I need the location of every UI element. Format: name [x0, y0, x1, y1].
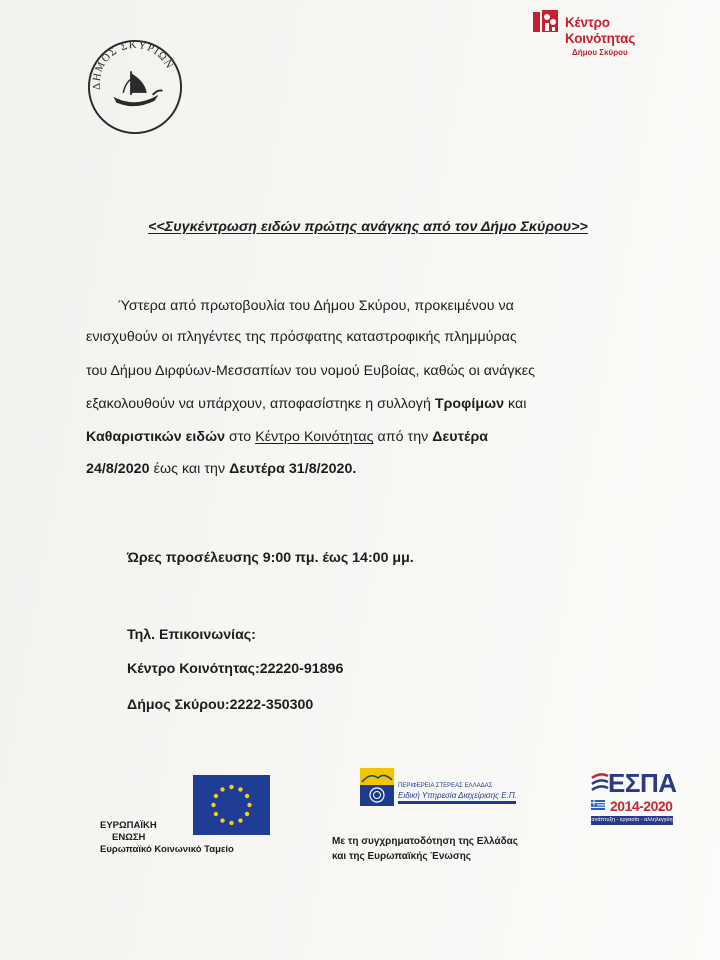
start-day-emphasis: Δευτέρα — [432, 429, 489, 445]
contact-heading: Τηλ. Επικοινωνίας: — [127, 627, 256, 643]
paragraph-text: εξακολουθούν να υπάρχουν, αποφασίστηκε η συλλογή — [86, 396, 435, 412]
region-name: ΠΕΡΙΦΕΡΕΙΑ ΣΤΕΡΕΑΣ ΕΛΛΑΔΑΣ — [398, 783, 493, 789]
eu-star — [220, 787, 224, 791]
paragraph-line-6 — [86, 461, 356, 477]
eu-star — [247, 803, 251, 807]
eu-star — [229, 821, 233, 825]
community-logo-line1: Κέντρο — [565, 15, 610, 30]
document-title: <<Συγκέντρωση ειδών πρώτης ανάγκης από τον Δήμο Σκύρου>> — [148, 219, 588, 235]
paragraph-line-1: Ύστερα από πρωτοβουλία του Δήμου Σκύρου, προκειμένου να — [118, 298, 514, 314]
contact-community-center: Κέντρο Κοινότητας:22220-91896 — [127, 661, 344, 677]
seal-text: ΔΗΜΟΣ ΣΚΥΡΙΩΝ — [90, 38, 176, 91]
region-emblem-icon — [360, 768, 394, 806]
eu-star — [245, 794, 249, 798]
eu-label-line1: ΕΥΡΩΠΑΪΚΗ — [100, 820, 157, 831]
community-center-logo — [533, 6, 658, 56]
region-agency: Ειδική Υπηρεσία Διαχείρισης Ε.Π. — [398, 791, 517, 800]
food-emphasis: Τροφίμων — [434, 396, 505, 412]
eu-label-line2: ΕΝΩΣΗ — [112, 832, 146, 843]
paragraph-text: από την — [373, 429, 433, 445]
community-logo-line3: Δήμου Σκύρου — [572, 48, 628, 57]
paragraph-text: και — [504, 396, 527, 412]
espa-logo — [588, 768, 678, 828]
eu-label-line3: Ευρωπαϊκό Κοινωνικό Ταμείο — [100, 844, 234, 855]
espa-word: ΕΣΠΑ — [608, 768, 677, 798]
community-logo-line2: Κοινότητας — [565, 31, 636, 46]
eu-star — [229, 785, 233, 789]
cofunding-line2: και της Ευρωπαϊκής Ένωσης — [332, 851, 471, 862]
paragraph-line-5 — [86, 429, 488, 445]
paragraph-text: έως και την — [149, 461, 230, 477]
espa-swoosh-icon — [591, 772, 609, 794]
eu-star — [214, 794, 218, 798]
espa-tagline: ανάπτυξη - εργασία - αλληλεγγύη — [591, 817, 673, 823]
region-logo — [360, 768, 520, 810]
cleaning-supplies-emphasis: Καθαριστικών ειδών — [86, 429, 226, 445]
greek-flag-icon — [591, 800, 605, 810]
eu-star — [245, 812, 249, 816]
cofunding-line1: Με τη συγχρηματοδότηση της Ελλάδας — [332, 836, 519, 847]
paragraph-line-4 — [86, 396, 526, 412]
region-underline — [398, 801, 516, 804]
eu-star — [220, 818, 224, 822]
cofunding-note — [332, 834, 518, 864]
paragraph-line-2: ενισχυθούν οι πληγέντες της πρόσφατης καταστροφικής πλημμύρας — [86, 329, 517, 345]
eu-star — [214, 812, 218, 816]
start-date: 24/8/2020 — [86, 461, 150, 477]
eu-star — [238, 818, 242, 822]
paragraph-text: στο — [225, 429, 256, 445]
opening-hours: Ώρες προσέλευσης 9:00 πμ. έως 14:00 μμ. — [127, 550, 414, 566]
community-center-link: Κέντρο Κοινότητας — [255, 429, 374, 445]
eu-star — [238, 787, 242, 791]
eu-flag-icon — [193, 775, 270, 835]
end-date: Δευτέρα 31/8/2020. — [229, 461, 357, 477]
eu-star — [211, 803, 215, 807]
contact-municipality: Δήμος Σκύρου:2222-350300 — [127, 697, 314, 713]
espa-years: 2014-2020 — [610, 798, 673, 814]
municipality-seal — [86, 38, 184, 136]
paragraph-line-3: του Δήμου Διρφύων-Μεσσαπίων του νομού Ευβοίας, καθώς οι ανάγκες — [86, 363, 535, 379]
